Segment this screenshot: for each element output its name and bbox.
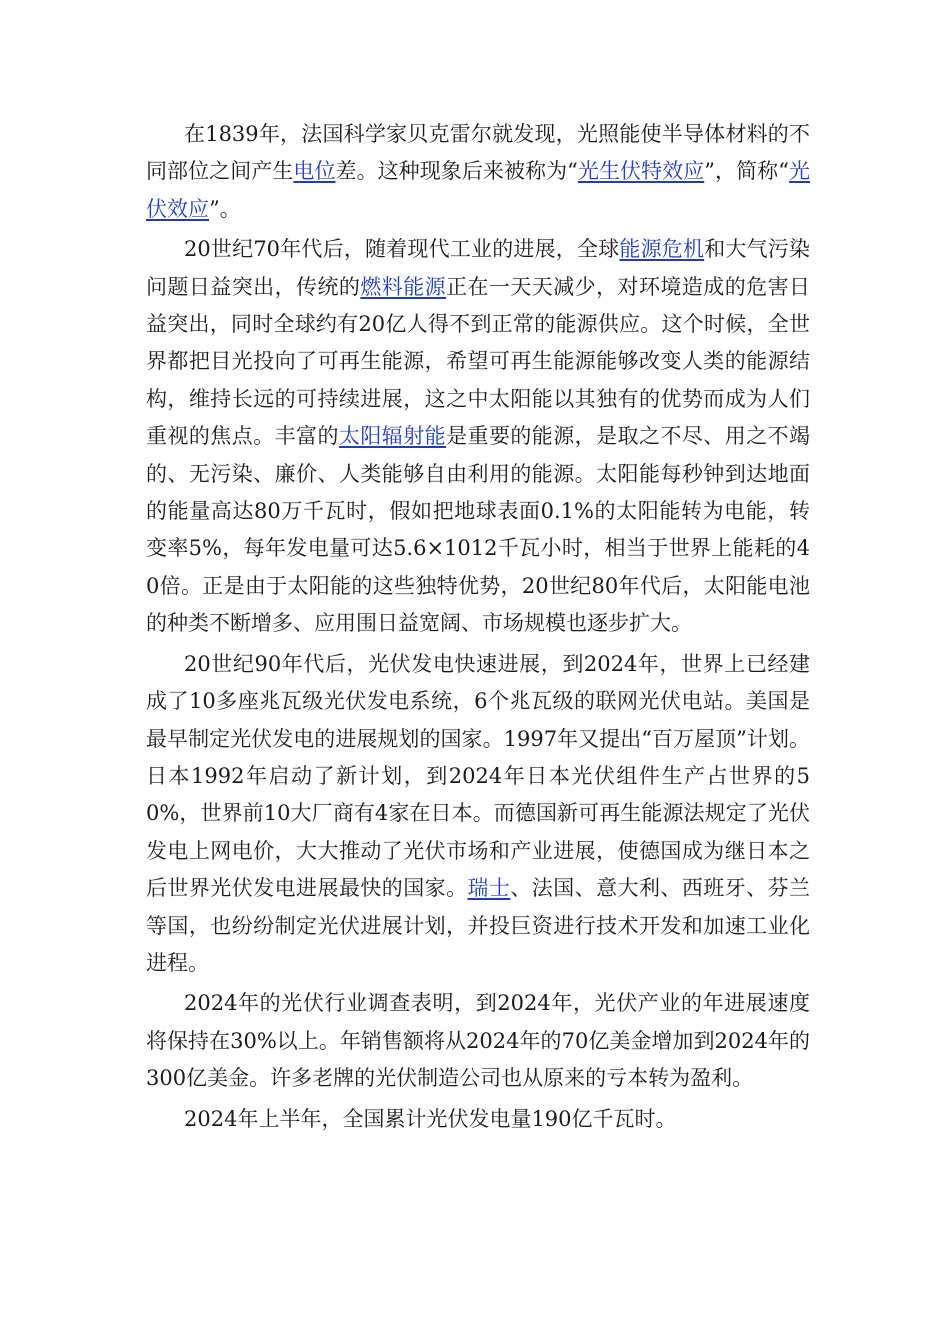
link-potential[interactable]: 电位 <box>293 159 336 184</box>
text-segment: 在1839年，法国科学家贝克雷尔就发现，光照能使半导体材料的不同部位之间产生 <box>146 122 810 184</box>
link-solar-radiation[interactable]: 太阳辐射能 <box>338 424 447 449</box>
paragraph-3 <box>146 646 810 983</box>
link-fuel-energy[interactable]: 燃料能源 <box>360 274 447 299</box>
text-segment: 、法国、意大利、西班牙、芬兰等国，也纷纷制定光伏进展计划，并投巨资进行技术开发和加速工业化进程。 <box>146 876 811 975</box>
text-segment: 差。这种现象后来被称为“ <box>335 159 578 184</box>
text-segment: ”，简称“ <box>704 159 789 184</box>
text-segment: 2024年的光伏行业调查表明，到2024年，光伏产业的年进展速度将保持在30%以上。年销售额将从2024年的70亿美金增加到2024年的300亿美金。许多老牌的光伏制造公司也从原来的亏本转为盈利。 <box>146 991 810 1091</box>
link-photovoltaic-effect-full[interactable]: 光生伏特效应 <box>577 159 705 184</box>
paragraph-1 <box>146 116 810 228</box>
document-body <box>146 116 810 1141</box>
link-energy-crisis[interactable]: 能源危机 <box>619 237 705 262</box>
text-segment: ”。 <box>209 196 241 221</box>
link-switzerland[interactable]: 瑞士 <box>467 876 511 901</box>
link-photovoltaic-effect[interactable]: 光伏效应 <box>146 159 811 221</box>
paragraph-4 <box>146 985 810 1097</box>
text-segment: 20世纪90年代后，光伏发电快速进展，到2024年，世界上已经建成了10多座兆瓦级光伏发电系统，6个兆瓦级的联网光伏电站。美国是最早制定光伏发电的进展规划的国家。1997年又提出“百万屋顶”计划。日本1992年启动了新计划，到2024年日本光伏组件生产占世界的50%，世界前10大厂商有4家在日本。而德国新可再生能源法规定了光伏发电上网电价，大大推动了光伏市场和产业进展，使德国成为继日本之后世界光伏发电进展最快的国家。 <box>146 651 810 901</box>
paragraph-2 <box>146 231 810 642</box>
text-segment: 是重要的能源，是取之不尽、用之不竭的、无污染、廉价、人类能够自由利用的能源。太阳能每秒钟到达地面的能量高达80万千瓦时，假如把地球表面0.1%的太阳能转为电能，转变率5%，每年发电量可达5.6×1012千瓦小时，相当于世界上能耗的40倍。正是由于太阳能的这些独特优势，20世纪80年代后，太阳能电池的种类不断增多、应用围日益宽阔、市场规模也逐步扩大。 <box>146 424 811 636</box>
text-segment: 20世纪70年代后，随着现代工业的进展，全球 <box>184 237 620 262</box>
text-segment: 和大气污染问题日益突出，传统的 <box>146 237 810 299</box>
text-segment: 2024年上半年，全国累计光伏发电量190亿千瓦时。 <box>184 1106 677 1131</box>
paragraph-5 <box>146 1101 810 1138</box>
text-segment: 正在一天天减少，对环境造成的危害日益突出，同时全球约有20亿人得不到正常的能源供应。这个时候，全世界都把目光投向了可再生能源，希望可再生能源能够改变人类的能源结构，维持长远的可持续进展，这之中太阳能以其独有的优势而成为人们重视的焦点。丰富的 <box>146 274 811 449</box>
